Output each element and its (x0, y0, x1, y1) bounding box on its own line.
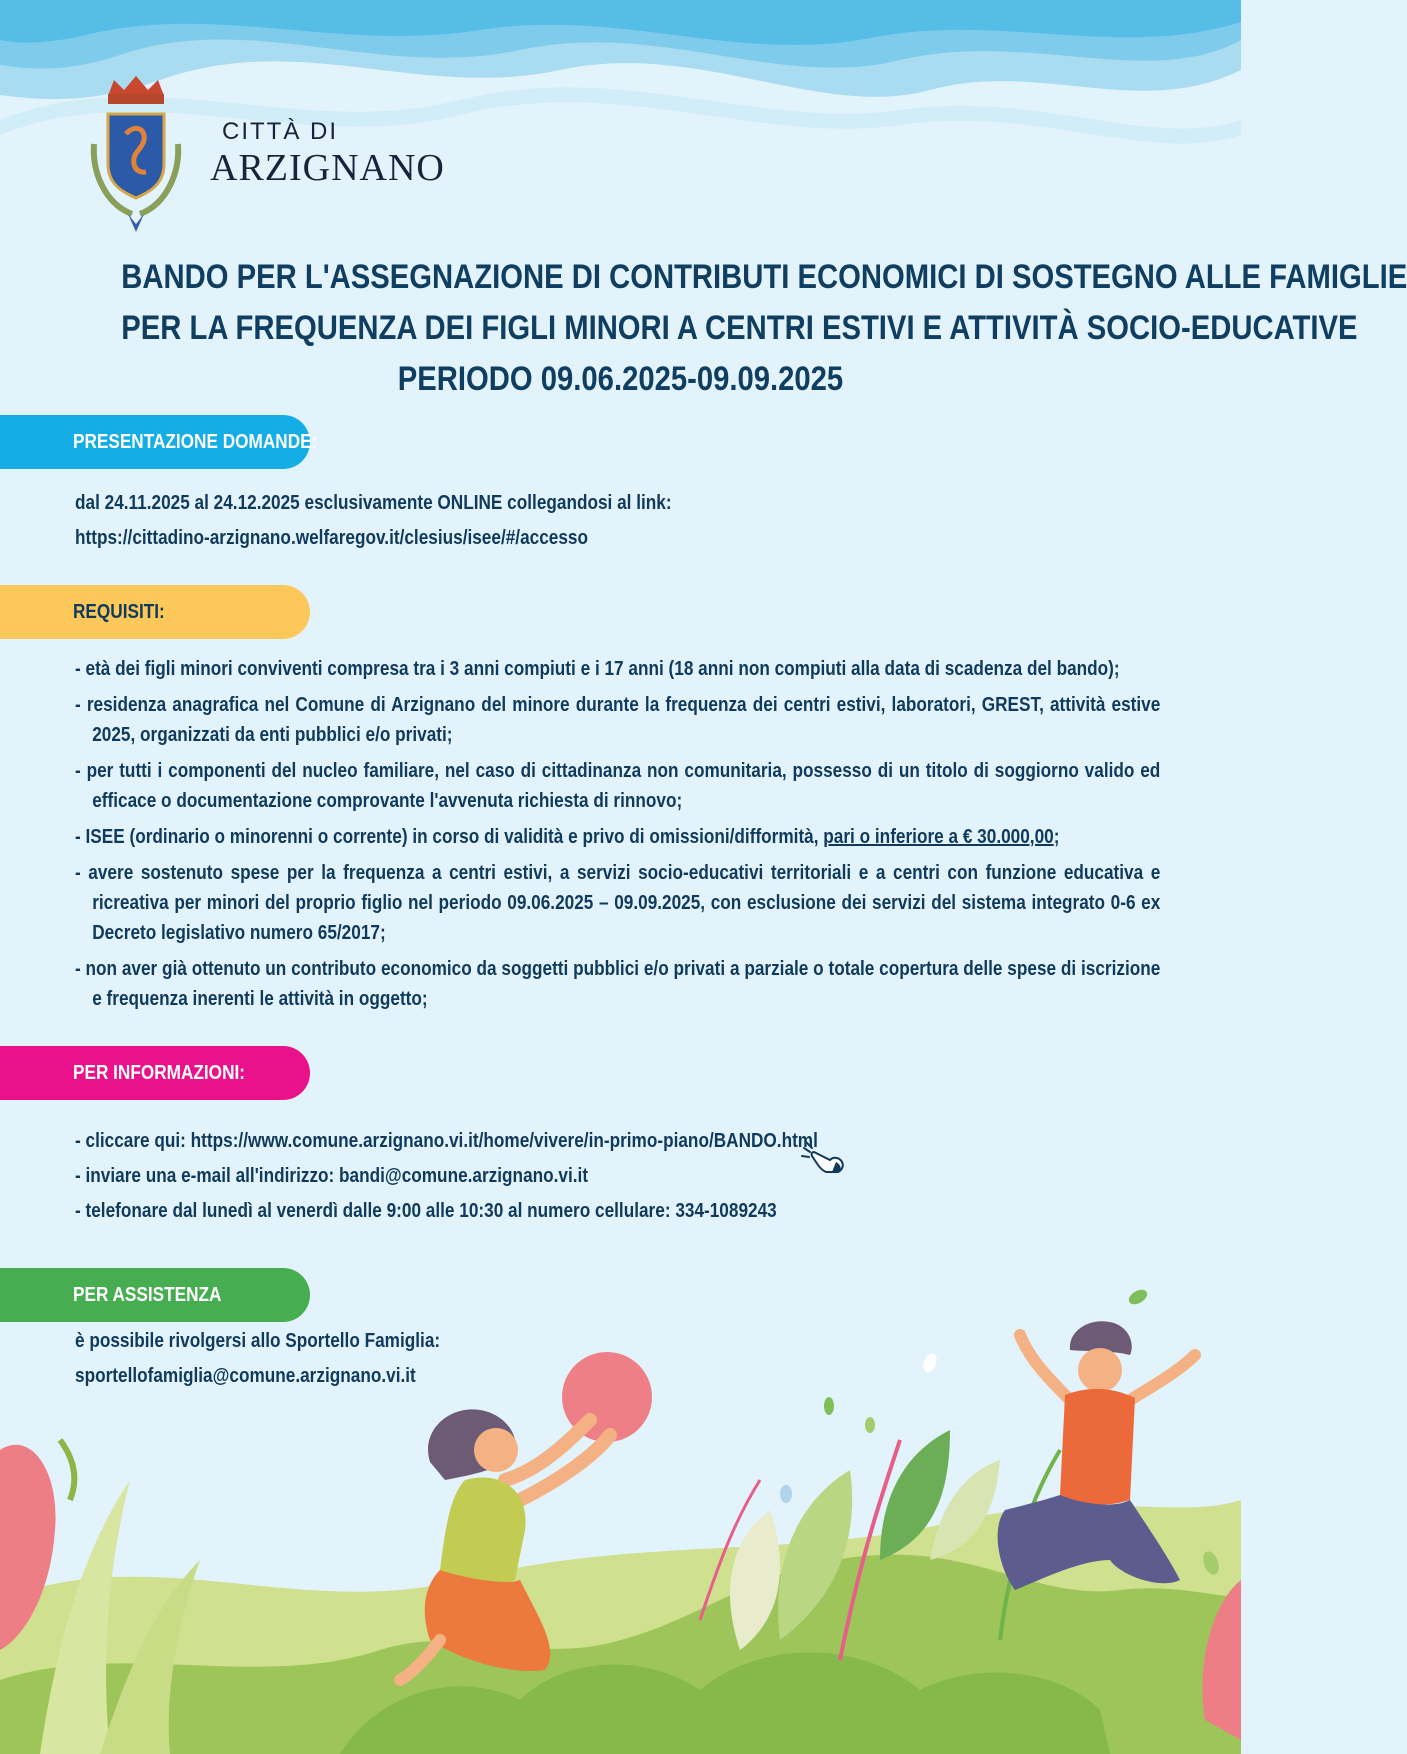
isee-text: - ISEE (ordinario o minorenni o corrente) in corso di validità e privo di omissioni/difformità, (75, 826, 824, 848)
boy-shirt (1060, 1389, 1135, 1505)
isee-threshold: pari o inferiore a € 30.000,00 (823, 826, 1054, 848)
boy-face (1078, 1348, 1122, 1392)
girl-top (440, 1477, 526, 1585)
requisito-item: - residenza anagrafica nel Comune di Arzignano del minore durante la frequenza dei centri estivi, laboratori, GREST, attività estive 2025, organizzati da enti pubblici e/o privati; (75, 694, 1161, 746)
city-name: ARZIGNANO (210, 147, 445, 189)
girl-face (474, 1428, 518, 1472)
floating-leaf-3 (824, 1397, 834, 1415)
green-stem-left (60, 1440, 74, 1500)
section-requisiti-label: REQUISITI: (73, 600, 165, 623)
requisiti-list (75, 654, 1160, 1020)
title-line-3: PERIODO 09.06.2025-09.09.2025 (397, 360, 844, 398)
section-assistenza-badge (0, 1268, 310, 1322)
section-informazioni-label: PER INFORMAZIONI: (73, 1061, 245, 1084)
requisito-item: - per tutti i componenti del nucleo familiare, nel caso di cittadinanza non comunitaria, possesso di un titolo di soggiorno valido ed efficace o documentazione comprovante l'avvenuta richiesta di rinnovo; (75, 760, 1161, 812)
page-title (121, 252, 1407, 405)
isee-suffix: ; (1053, 826, 1060, 848)
city-prefix: CITTÀ DI (222, 118, 338, 145)
city-coat-of-arms-icon (74, 74, 198, 234)
boy-arm-left (1020, 1335, 1070, 1400)
assistenza-text: è possibile rivolgersi allo Sportello Famiglia: (75, 1330, 441, 1352)
informazioni-phone-line: - telefonare dal lunedì al venerdì dalle 9:00 alle 10:30 al numero cellulare: 334-1089243 (75, 1200, 777, 1222)
informazioni-email-line[interactable]: - inviare una e-mail all'indirizzo: bandi@comune.arzignano.vi.it (75, 1165, 589, 1187)
floating-leaf-6 (780, 1485, 792, 1503)
requisito-item-isee (75, 822, 1160, 852)
requisito-item: - non aver già ottenuto un contributo economico da soggetti pubblici e/o privati a parziale o totale copertura delle spese di iscrizione e frequenza inerenti le attività in oggetto; (75, 958, 1161, 1010)
requisito-item: - avere sostenuto spese per la frequenza a centri estivi, a servizi socio-educativi territoriali e a centri con funzione educativa e ricreativa per minori del proprio figlio nel periodo 09.06.2025 – 09.09.2025, con esclusione dei servizi del sistema integrato 0-6 ex Decreto legislativo numero 65/2017; (75, 862, 1161, 944)
informazioni-link-line[interactable]: - cliccare qui: https://www.comune.arzignano.vi.it/home/vivere/in-primo-piano/BANDO.html (75, 1130, 818, 1152)
floating-leaf-2 (921, 1352, 939, 1375)
section-presentazione-label: PRESENTAZIONE DOMANDE: (73, 430, 318, 453)
section-informazioni-badge (0, 1046, 310, 1100)
assistenza-email[interactable]: sportellofamiglia@comune.arzignano.vi.it (75, 1365, 416, 1387)
boy-arm-right (1130, 1355, 1195, 1400)
floating-leaf-1 (1126, 1287, 1149, 1307)
pointing-hand-icon (796, 1138, 850, 1174)
title-line-1: BANDO PER L'ASSEGNAZIONE DI CONTRIBUTI ECONOMICI DI SOSTEGNO ALLE FAMIGLIE (121, 258, 1407, 296)
presentazione-dates: dal 24.11.2025 al 24.12.2025 esclusivamente ONLINE collegandosi al link: (75, 492, 672, 514)
section-assistenza-label: PER ASSISTENZA (73, 1283, 222, 1306)
presentazione-link[interactable]: https://cittadino-arzignano.welfaregov.it/clesius/isee/#/accesso (75, 527, 588, 549)
section-presentazione-badge (0, 415, 318, 469)
requisito-item: - età dei figli minori conviventi compresa tra i 3 anni compiuti e i 17 anni (18 anni non compiuti alla data di scadenza del bando); (75, 658, 1120, 680)
title-line-2: PER LA FREQUENZA DEI FIGLI MINORI A CENTRI ESTIVI E ATTIVITÀ SOCIO-EDUCATIVE (121, 309, 1358, 347)
floating-leaf-4 (865, 1417, 875, 1433)
section-requisiti-badge (0, 585, 310, 639)
